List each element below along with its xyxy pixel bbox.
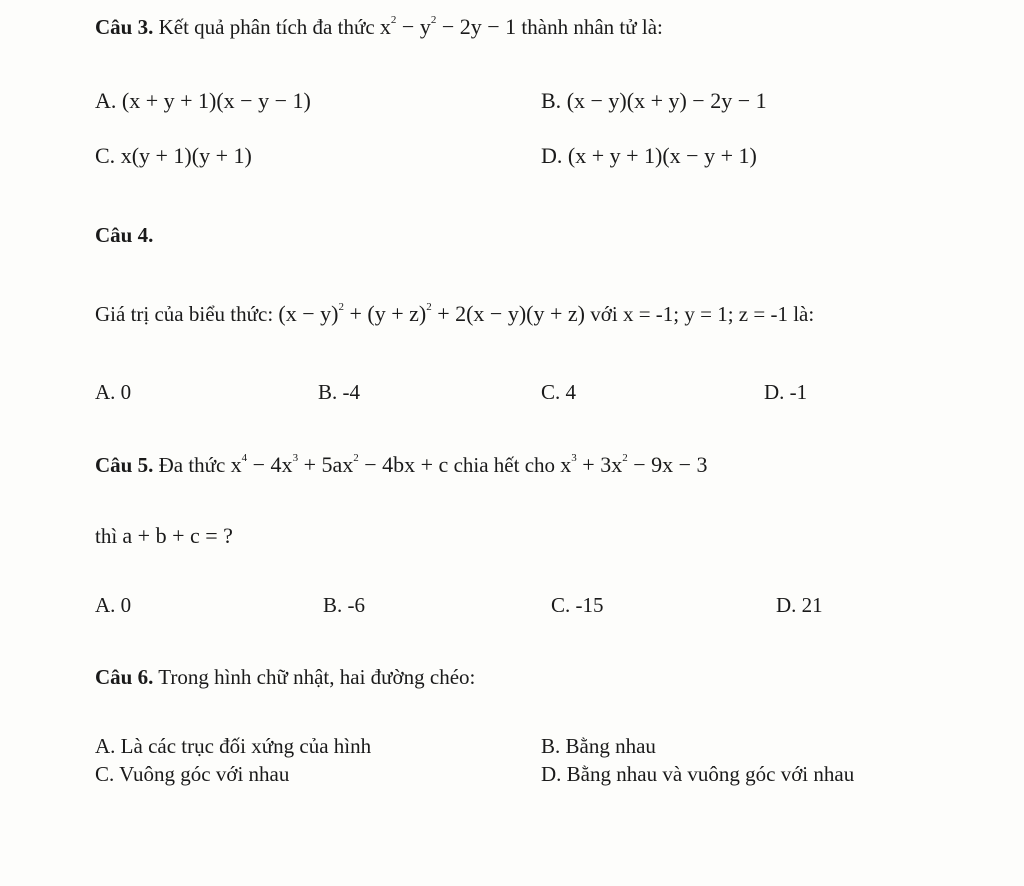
q5-option-b: B. -6 — [323, 593, 365, 617]
q5-text-before: Đa thức — [158, 453, 226, 477]
q4-stem — [95, 301, 814, 327]
q6-option-c: C. Vuông góc với nhau — [95, 762, 290, 786]
q3-option-a: A. (x + y + 1)(x − y − 1) — [95, 88, 311, 113]
q4-title: Câu 4. — [95, 223, 154, 247]
q6-text: Trong hình chữ nhật, hai đường chéo: — [158, 665, 476, 689]
q6-option-b: B. Bằng nhau — [541, 734, 656, 758]
q3-title: Câu 3. — [95, 15, 154, 39]
q3-expression: $x^2 - y^2 - 2y - 1$ — [379, 14, 517, 39]
q4-option-b: B. -4 — [318, 380, 360, 404]
q3-text-after: thành nhân tử là: — [521, 15, 663, 39]
q3-option-b: B. (x − y)(x + y) − 2y − 1 — [541, 88, 767, 113]
q4-expression: $(x - y)^2 + (y + z)^2 + 2(x - y)(y + z)$ — [278, 301, 585, 326]
q5-line2-prefix: thì — [95, 524, 118, 548]
q5-option-c: C. -15 — [551, 593, 604, 617]
q6-stem — [95, 664, 475, 690]
q5-divisor: $x^3 + 3x^2 - 9x - 3$ — [560, 452, 708, 477]
q6-option-d: D. Bằng nhau và vuông góc với nhau — [541, 762, 855, 786]
q3-option-c: C. x(y + 1)(y + 1) — [95, 143, 252, 168]
q4-option-a: A. 0 — [95, 380, 132, 404]
q5-line2-expression: a + b + c = ? — [122, 523, 233, 548]
q4-option-d: D. -1 — [764, 380, 808, 404]
q5-option-d: D. 21 — [776, 593, 823, 617]
q5-option-a: A. 0 — [95, 593, 132, 617]
q3-option-d: D. (x + y + 1)(x − y + 1) — [541, 143, 757, 168]
q5-text-mid: chia hết cho — [453, 453, 556, 477]
q5-dividend: $x^4 - 4x^3 + 5ax^2 - 4bx + c$ — [230, 452, 449, 477]
q4-text-after: với x = -1; y = 1; z = -1 là: — [590, 302, 815, 326]
q5-line2 — [95, 523, 233, 549]
q4-option-c: C. 4 — [541, 380, 577, 404]
q3-text-before: Kết quả phân tích đa thức — [158, 15, 375, 39]
q5-stem — [95, 452, 708, 478]
q6-title: Câu 6. — [95, 665, 154, 689]
q6-option-a: A. Là các trục đối xứng của hình — [95, 734, 372, 758]
q4-text-before: Giá trị của biểu thức: — [95, 302, 274, 326]
q3-stem — [95, 14, 663, 40]
q5-title: Câu 5. — [95, 453, 154, 477]
